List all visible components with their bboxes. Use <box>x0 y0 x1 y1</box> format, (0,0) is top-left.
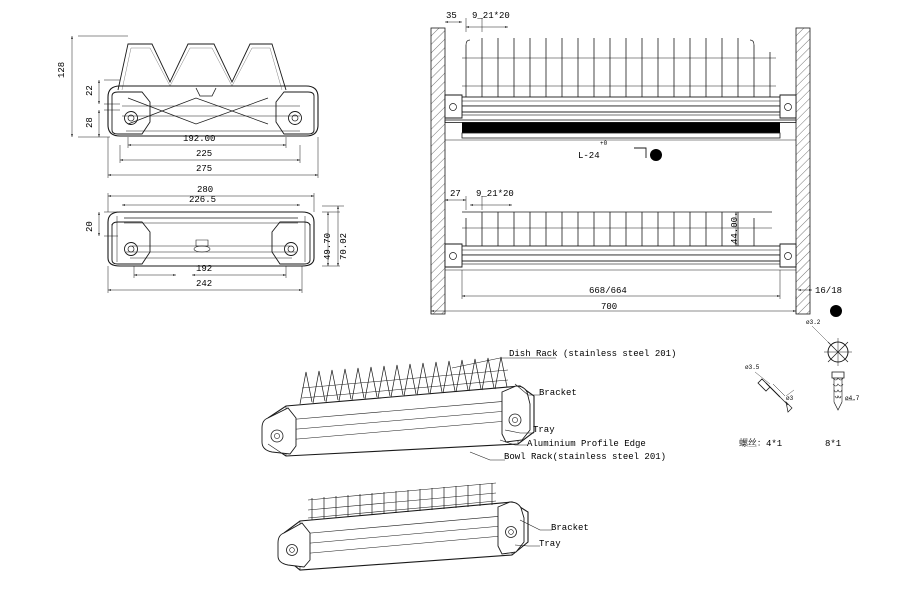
dim-44-00: 44.00 <box>730 216 740 244</box>
fastener-dim-4: ø3.2 <box>806 319 821 326</box>
fastener-dim-2: ø3.5 <box>745 364 760 371</box>
label-l24: L-24 <box>578 151 600 161</box>
dim-49-70: 49.70 <box>323 232 333 260</box>
dim-20: 20 <box>85 221 95 232</box>
dim-16-18: 16/18 <box>815 286 843 296</box>
dim-pitch-bottom: 9_21*20 <box>476 189 514 199</box>
dim-225: 225 <box>196 149 213 159</box>
dim-128: 128 <box>57 61 67 78</box>
dim-700: 700 <box>601 302 618 312</box>
dims-top-left <box>72 36 318 178</box>
dim-70-02: 70.02 <box>339 232 349 260</box>
view-right-main <box>431 18 842 317</box>
dim-22: 22 <box>85 85 95 96</box>
fastener-dim-3: ø4.7 <box>845 395 860 402</box>
callout-aluminium-profile: Aluminium Profile Edge <box>527 439 646 449</box>
dim-242: 242 <box>196 279 213 289</box>
label-tolerance: +0 <box>600 140 608 147</box>
view-top-left <box>108 44 318 136</box>
dim-668-664: 668/664 <box>589 286 627 296</box>
fastener-dim-1: ø3 <box>786 395 794 402</box>
iso-bowl-rack <box>278 483 528 570</box>
callout-tray-1: Tray <box>533 425 555 435</box>
dim-35: 35 <box>446 11 457 21</box>
callout-dish-rack: Dish Rack (stainless steel 201) <box>509 349 677 359</box>
fastener-screw-qty: 8*1 <box>825 439 842 449</box>
dim-226-5: 226.5 <box>189 195 217 205</box>
callout-bowl-rack: Bowl Rack(stainless steel 201) <box>504 452 667 462</box>
dim-280: 280 <box>197 185 214 195</box>
dims-bottom-left <box>99 193 344 293</box>
section-dot-lower <box>830 305 842 317</box>
callout-bracket-1: Bracket <box>539 388 577 398</box>
fastener-screw-label: 螺丝：4*1 <box>739 439 783 449</box>
dim-pitch-top: 9_21*20 <box>472 11 510 21</box>
section-dot-upper <box>650 149 662 161</box>
dim-192-00: 192.00 <box>183 134 216 144</box>
dim-192: 192 <box>196 264 213 274</box>
iso-dish-rack <box>262 357 534 456</box>
profile-solid-bar <box>462 122 780 133</box>
view-bottom-left <box>108 212 314 266</box>
fastener-screw-small <box>755 372 794 412</box>
dim-27: 27 <box>450 189 461 199</box>
callout-tray-2: Tray <box>539 539 561 549</box>
callout-bracket-2: Bracket <box>551 523 589 533</box>
dim-275: 275 <box>196 164 213 174</box>
dim-28: 28 <box>85 117 95 128</box>
